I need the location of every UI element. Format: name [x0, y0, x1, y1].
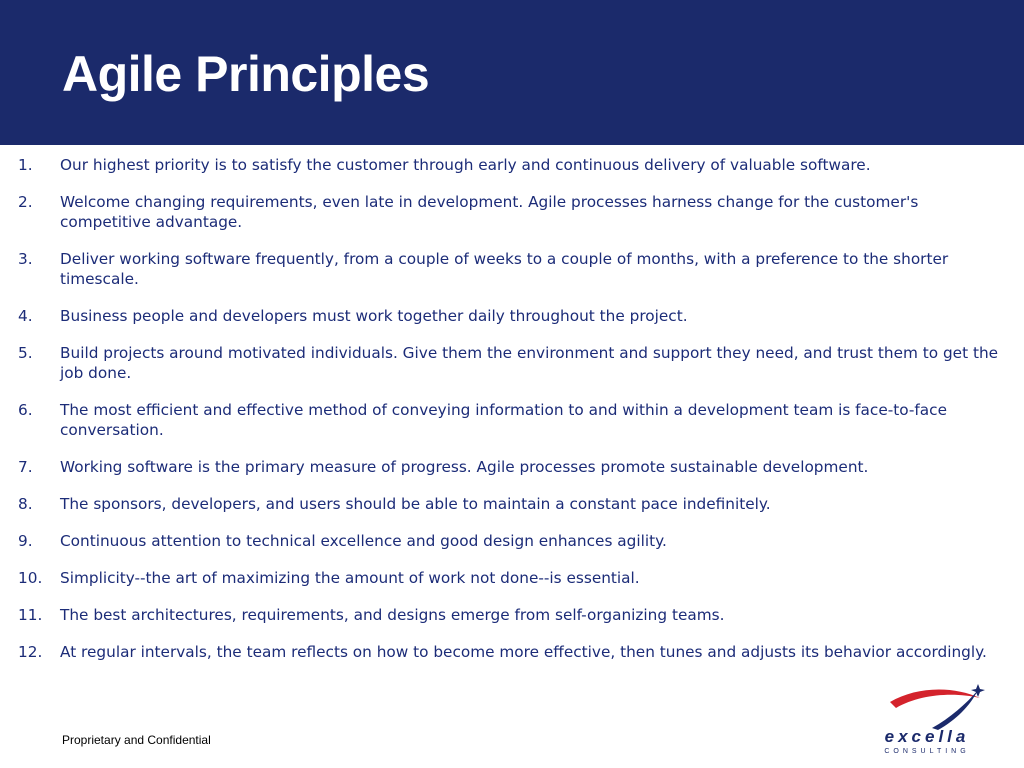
principle-number: 2.: [18, 193, 33, 211]
list-item: [0, 306, 1010, 326]
principle-text: The sponsors, developers, and users should be able to maintain a constant pace indefinitely.: [60, 495, 771, 513]
list-item: [0, 400, 1010, 440]
principle-number: 10.: [18, 569, 43, 587]
principle-number: 12.: [18, 643, 43, 661]
principle-number: 4.: [18, 307, 33, 325]
principle-text: Simplicity--the art of maximizing the amount of work not done--is essential.: [60, 569, 640, 587]
list-item: [0, 192, 1010, 232]
logo-subtext: CONSULTING: [884, 748, 970, 755]
principle-text: At regular intervals, the team reflects on how to become more effective, then tunes and adjusts its behavior accordingly.: [60, 643, 987, 661]
principle-text: Deliver working software frequently, from a couple of weeks to a couple of months, with a preference to the shorter timescale.: [60, 250, 949, 288]
company-logo: [862, 680, 992, 760]
principle-number: 6.: [18, 401, 33, 419]
principle-number: 8.: [18, 495, 33, 513]
principle-number: 7.: [18, 458, 33, 476]
list-item: [0, 642, 1010, 662]
list-item: [0, 531, 1010, 551]
principle-text: Continuous attention to technical excellence and good design enhances agility.: [60, 532, 667, 550]
principle-text: Welcome changing requirements, even late in development. Agile processes harness change for the customer's competitive advantage.: [60, 193, 919, 231]
list-item: [0, 457, 1010, 477]
principles-list: [0, 155, 1010, 679]
principle-text: Our highest priority is to satisfy the customer through early and continuous delivery of valuable software.: [60, 156, 871, 174]
slide-title: Agile Principles: [62, 46, 430, 102]
principle-number: 9.: [18, 532, 33, 550]
principle-number: 1.: [18, 156, 33, 174]
principle-text: The most efficient and effective method of conveying information to and within a development team is face-to-face conversation.: [60, 401, 948, 439]
list-item: [0, 494, 1010, 514]
principle-text: Build projects around motivated individuals. Give them the environment and support they need, and trust them to get the job done.: [60, 344, 999, 382]
header-banner: [0, 0, 1024, 145]
footer-confidentiality: Proprietary and Confidential: [62, 733, 211, 747]
list-item: [0, 155, 1010, 175]
logo-wordmark: excella: [884, 727, 970, 746]
principle-text: Working software is the primary measure of progress. Agile processes promote sustainable development.: [60, 458, 869, 476]
principle-text: The best architectures, requirements, and designs emerge from self-organizing teams.: [60, 606, 725, 624]
list-item: [0, 343, 1010, 383]
principle-text: Business people and developers must work together daily throughout the project.: [60, 307, 688, 325]
list-item: [0, 249, 1010, 289]
principle-number: 11.: [18, 606, 43, 624]
principle-number: 3.: [18, 250, 33, 268]
principle-number: 5.: [18, 344, 33, 362]
list-item: [0, 568, 1010, 588]
list-item: [0, 605, 1010, 625]
